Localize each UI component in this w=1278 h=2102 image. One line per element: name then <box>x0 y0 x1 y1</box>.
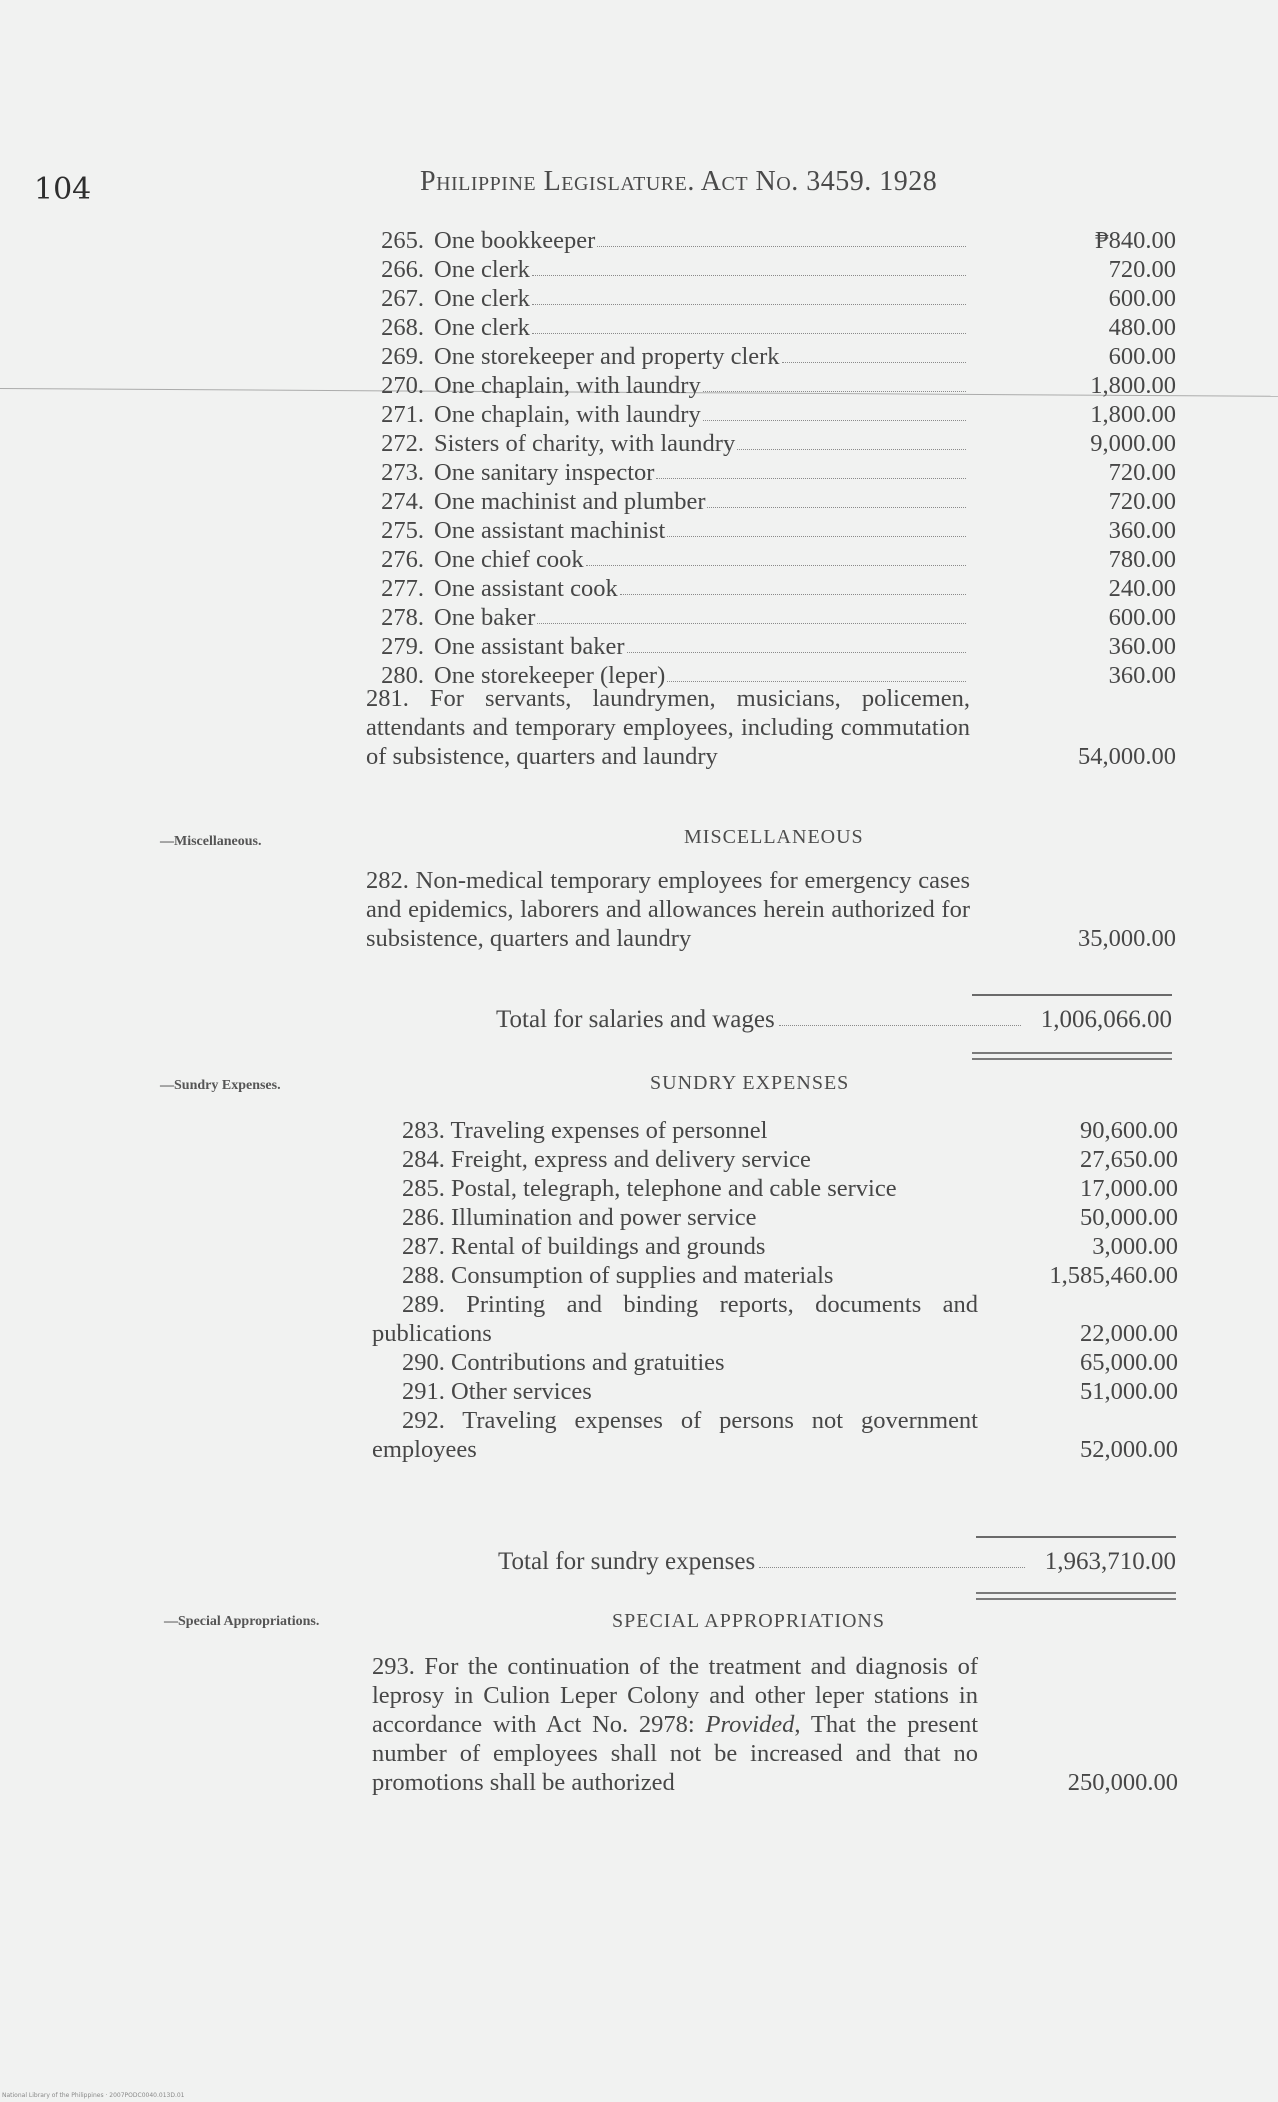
sundry-row-amount: 1,585,460.00 <box>1049 1262 1178 1289</box>
ledger-row-amount: 720.00 <box>1108 459 1176 486</box>
ledger-row-number: 271. <box>381 401 424 428</box>
ledger-row-amount: ₱840.00 <box>1094 227 1176 254</box>
dot-leader <box>737 429 966 450</box>
total-salaries-label: Total for salaries and wages <box>496 1006 775 1033</box>
item-281 <box>366 684 1176 771</box>
sundry-row <box>372 1116 1178 1145</box>
ledger-row-label <box>366 429 970 458</box>
ledger-row-number: 270. <box>381 372 424 399</box>
ledger-row-number: 266. <box>381 256 424 283</box>
sundry-row-text: 292. Traveling expenses of persons not government employees <box>372 1407 978 1463</box>
ledger-row-amount: 720.00 <box>1108 488 1176 515</box>
dot-leader <box>667 661 966 682</box>
dot-leader <box>586 545 966 566</box>
item-281-text: 281. For servants, laundrymen, musicians, policemen, attendants and temporary employees, including commutation of subsistence, quarters and laundry <box>366 685 970 770</box>
sundry-row-amount: 3,000.00 <box>1092 1233 1178 1260</box>
sundry-row-amount: 17,000.00 <box>1080 1175 1178 1202</box>
double-rule-salaries <box>972 1052 1172 1060</box>
ledger-row-label <box>366 632 970 661</box>
ledger-row <box>366 429 1176 458</box>
ledger-row-number: 267. <box>381 285 424 312</box>
ledger-row <box>366 487 1176 516</box>
ledger-row-label <box>366 574 970 603</box>
dot-leader <box>627 632 967 653</box>
ledger-row-amount: 360.00 <box>1108 662 1176 689</box>
sundry-items-list <box>372 1116 1182 1464</box>
dot-leader <box>667 516 966 537</box>
ledger-row-amount: 360.00 <box>1108 517 1176 544</box>
ledger-row-label <box>366 516 970 545</box>
ledger-row <box>366 632 1176 661</box>
ledger-row-text: One assistant cook <box>434 575 618 602</box>
ledger-row-text: One clerk <box>434 314 530 341</box>
item-293-text <box>372 1652 978 1797</box>
sundry-row <box>372 1406 1178 1464</box>
dot-leader <box>656 458 966 479</box>
double-rule-sundry <box>976 1592 1176 1600</box>
item-293-amount: 250,000.00 <box>1067 1769 1178 1796</box>
ledger-row-number: 277. <box>381 575 424 602</box>
ledger-row-label <box>366 371 970 400</box>
sundry-row-text: 286. Illumination and power service <box>402 1204 757 1231</box>
ledger-row-label <box>366 226 970 255</box>
dot-leader <box>782 342 966 363</box>
ledger-row-label <box>366 545 970 574</box>
margin-note-sundry: —Sundry Expenses. <box>160 1078 281 1093</box>
dot-leader <box>532 255 966 276</box>
ledger-row-text: One baker <box>434 604 536 631</box>
sundry-row-amount: 27,650.00 <box>1080 1146 1178 1173</box>
sundry-row-text: 289. Printing and binding reports, documents and publications <box>372 1291 978 1347</box>
total-sundry-amount: 1,963,710.00 <box>1044 1548 1176 1575</box>
sundry-row-text: 285. Postal, telegraph, telephone and cable service <box>402 1175 897 1202</box>
ledger-row-amount: 720.00 <box>1108 256 1176 283</box>
dot-leader <box>537 603 966 624</box>
ledger-row-label <box>366 458 970 487</box>
ledger-row-amount: 480.00 <box>1108 314 1176 341</box>
ledger-row <box>366 313 1176 342</box>
ledger-row-label <box>366 603 970 632</box>
sundry-row <box>372 1174 1178 1203</box>
ledger-row-text: One chaplain, with laundry <box>434 401 701 428</box>
ledger-row-text: One storekeeper (leper) <box>434 662 666 689</box>
sundry-row-amount: 50,000.00 <box>1080 1204 1178 1231</box>
heading-sundry: SUNDRY EXPENSES <box>650 1072 850 1094</box>
sundry-row <box>372 1232 1178 1261</box>
ledger-row-text: One storekeeper and property clerk <box>434 343 780 370</box>
archive-stamp: National Library of the Philippines · 2007PODC0040.013D.01 <box>2 2092 185 2099</box>
item-282-text: 282. Non-medical temporary employees for emergency cases and epidemics, laborers and allowances herein authorized for subsistence, quarters and laundry <box>366 867 970 952</box>
sundry-row-amount: 22,000.00 <box>1080 1320 1178 1347</box>
total-salaries-leader <box>779 1025 1021 1026</box>
sundry-row-amount: 52,000.00 <box>1080 1436 1178 1463</box>
sundry-row-text: 288. Consumption of supplies and materials <box>402 1262 834 1289</box>
page-number: 104 <box>34 172 92 207</box>
total-rule-salaries <box>972 994 1172 996</box>
ledger-row <box>366 603 1176 632</box>
ledger-row <box>366 545 1176 574</box>
sundry-row-text: 284. Freight, express and delivery service <box>402 1146 811 1173</box>
ledger-row <box>366 226 1176 255</box>
heading-miscellaneous: MISCELLANEOUS <box>684 826 864 848</box>
ledger-row-label <box>366 313 970 342</box>
ledger-row-text: Sisters of charity, with laundry <box>434 430 736 457</box>
sundry-row-amount: 65,000.00 <box>1080 1349 1178 1376</box>
total-salaries-amount: 1,006,066.00 <box>1040 1006 1172 1033</box>
ledger-row-text: One machinist and plumber <box>434 488 706 515</box>
dot-leader <box>707 487 966 508</box>
sundry-row-text: 291. Other services <box>402 1378 592 1405</box>
sundry-row-text: 290. Contributions and gratuities <box>402 1349 725 1376</box>
ledger-row-amount: 9,000.00 <box>1090 430 1176 457</box>
ledger-row <box>366 371 1176 400</box>
ledger-row-text: One bookkeeper <box>434 227 596 254</box>
total-sundry-label: Total for sundry expenses <box>498 1548 756 1575</box>
sundry-row <box>372 1290 1178 1348</box>
ledger-row-amount: 780.00 <box>1108 546 1176 573</box>
dot-leader <box>703 400 966 421</box>
ledger-row-text: One sanitary inspector <box>434 459 655 486</box>
margin-note-special: —Special Appropriations. <box>164 1614 320 1629</box>
ledger-row-number: 275. <box>381 517 424 544</box>
ledger-row-amount: 600.00 <box>1108 343 1176 370</box>
ledger-row-amount: 360.00 <box>1108 633 1176 660</box>
running-head: Philippine Legislature. Act No. 3459. 1928 <box>420 166 938 197</box>
ledger-row-label <box>366 487 970 516</box>
margin-note-miscellaneous: —Miscellaneous. <box>160 834 262 849</box>
sundry-row <box>372 1261 1178 1290</box>
ledger-row <box>366 342 1176 371</box>
ledger-row-amount: 1,800.00 <box>1090 372 1176 399</box>
item-293-text-b: , That the present number of employees shall not be increased and that no promotions shall be authorized <box>372 1711 978 1796</box>
sundry-row-amount: 90,600.00 <box>1080 1117 1178 1144</box>
sundry-row-text: 283. Traveling expenses of personnel <box>402 1117 768 1144</box>
ledger-row-label <box>366 284 970 313</box>
ledger-row-text: One chief cook <box>434 546 584 573</box>
item-282 <box>366 866 1176 953</box>
ledger-row-number: 280. <box>381 662 424 689</box>
ledger-row <box>366 400 1176 429</box>
ledger-row-text: One chaplain, with laundry <box>434 372 701 399</box>
ledger-row <box>366 255 1176 284</box>
total-salaries-row <box>496 1006 1172 1034</box>
ledger-row <box>366 516 1176 545</box>
ledger-row-text: One assistant machinist <box>434 517 666 544</box>
total-sundry-leader <box>759 1567 1025 1568</box>
item-281-amount: 54,000.00 <box>1078 743 1176 770</box>
total-rule-sundry <box>976 1536 1176 1538</box>
sundry-row <box>372 1145 1178 1174</box>
ledger-row-amount: 240.00 <box>1108 575 1176 602</box>
ledger-row-number: 272. <box>381 430 424 457</box>
item-293 <box>372 1652 1178 1797</box>
heading-special: SPECIAL APPROPRIATIONS <box>612 1610 885 1632</box>
dot-leader <box>532 313 966 334</box>
ledger-row-text: One clerk <box>434 256 530 283</box>
ledger-row <box>366 284 1176 313</box>
ledger-row-label <box>366 342 970 371</box>
ledger-row-number: 265. <box>381 227 424 254</box>
ledger-row-amount: 600.00 <box>1108 604 1176 631</box>
sundry-row <box>372 1203 1178 1232</box>
total-sundry-row <box>498 1548 1176 1576</box>
ledger-row-label <box>366 255 970 284</box>
ledger-row-number: 278. <box>381 604 424 631</box>
dot-leader <box>620 574 966 595</box>
sundry-row <box>372 1377 1178 1406</box>
ledger-row-number: 268. <box>381 314 424 341</box>
ledger-row-text: One clerk <box>434 285 530 312</box>
dot-leader <box>703 371 966 392</box>
ledger-row-number: 269. <box>381 343 424 370</box>
ledger-row-text: One assistant baker <box>434 633 625 660</box>
item-293-provided: Provided <box>705 1711 795 1738</box>
ledger-row <box>366 458 1176 487</box>
item-293-text-a: 293. For the continuation of the treatment and diagnosis of leprosy in Culion Leper Colony and other leper stations in accordance with Act No. 2978: <box>372 1653 978 1738</box>
item-282-amount: 35,000.00 <box>1078 925 1176 952</box>
ledger-row <box>366 574 1176 603</box>
ledger-row-amount: 600.00 <box>1108 285 1176 312</box>
ledger-row-label <box>366 400 970 429</box>
sundry-row-text: 287. Rental of buildings and grounds <box>402 1233 766 1260</box>
ledger-row-amount: 1,800.00 <box>1090 401 1176 428</box>
sundry-row <box>372 1348 1178 1377</box>
ledger-row-number: 279. <box>381 633 424 660</box>
sundry-row-amount: 51,000.00 <box>1080 1378 1178 1405</box>
salary-items-list <box>366 226 1176 690</box>
dot-leader <box>597 226 966 247</box>
ledger-row-number: 276. <box>381 546 424 573</box>
ledger-row-number: 274. <box>381 488 424 515</box>
ledger-row-number: 273. <box>381 459 424 486</box>
dot-leader <box>532 284 966 305</box>
